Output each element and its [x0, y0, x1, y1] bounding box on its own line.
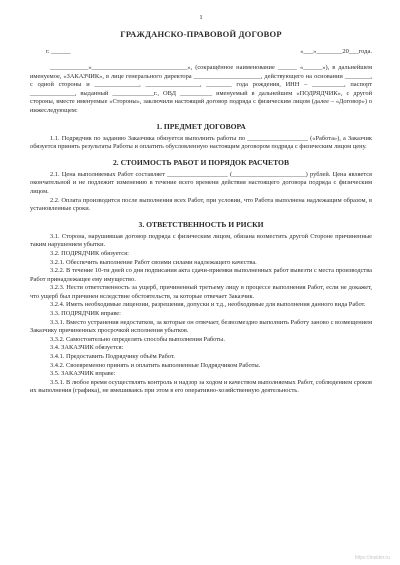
preamble-paragraph: ____________«______________________________», (сокращённое наименование ______ «______»), в дальнейшем именуемое, «ЗАКАЗЧИК», в лице генерального директора _____________________, действующего на основании ________, с одной стороны и ______________, _________________, ________ года рождения, ИНН – __________, паспорт ______________, выданный _____________г., ОВД __________ именуемый в дальнейшем «ПОДРЯДЧИК», с другой стороны, вместе именуемые «Стороны», заключили настоящий договор подряда с физическим лицом (далее – «Договор») о нижеследующем:: [30, 64, 372, 114]
page-number: 1: [199, 14, 203, 21]
clause-paragraph: 3.2.1. Обеспечить выполнение Работ своими силами надлежащего качества.: [50, 258, 257, 266]
clause-paragraph: 3.5.1. В любое время осуществлять контроль и надзор за ходом и качеством выполняемых Работ, соблюдением сроков их выполнения (графика), не вмешиваясь при этом в его оперативно-хозяйственную деятельность.: [30, 378, 372, 395]
clause-paragraph: 3.4.1. Предоставить Подрядчику объём Работ.: [50, 353, 175, 361]
clause-paragraph: 2.1. Цена выполняемых Работ составляет ___________________ (_______________________) рублей. Цена является окончательной и не подлежит изменению в течение всего времени действия настоящего договора подряда с физическим лицом.: [30, 170, 372, 195]
clause-paragraph: 3.2. ПОДРЯДЧИК обязуется:: [50, 249, 129, 257]
clause-paragraph: 2.2. Оплата производится после выполнения всех Работ, при условии, что Работа выполнена надлежащим образом, в установленные сроки.: [30, 196, 372, 213]
clause-paragraph: 3.3. ПОДРЯДЧИК вправе:: [50, 310, 121, 318]
section-heading: 1. ПРЕДМЕТ ДОГОВОРА: [156, 121, 246, 131]
document-header: [46, 48, 372, 55]
clause-paragraph: 3.2.4. Иметь необходимые лицензии, разрешения, допуски и т.д., необходимые для выполнения данного вида Работ.: [50, 301, 366, 309]
section-heading: 3. ОТВЕТСТВЕННОСТЬ И РИСКИ: [138, 219, 264, 229]
clause-paragraph: 3.5. ЗАКАЗЧИК вправе:: [50, 370, 116, 378]
clause-paragraph: 3.3.1. Вместо устранения недостатков, за которые он отвечает, безвозмездно выполнить Работу заново с возмещением Заказчику причиненных просрочкой исполнения убытков.: [30, 318, 372, 335]
clause-paragraph: 3.2.3. Нести ответственность за ущерб, причиненный третьему лицу в процессе выполнения Работ, если не докажет, что ущерб был причинен вследствие обстоятельств, за которые отвечает Заказчик.: [30, 284, 372, 300]
clause-paragraph: 3.4. ЗАКАЗЧИК обязуется:: [50, 344, 124, 352]
clause-paragraph: 3.1. Сторона, нарушившая договор подряда с физическим лицом, обязана возместить другой Стороне причиненные таким нарушением убытки.: [30, 232, 372, 249]
watermark-url: https://insider.ru: [354, 555, 390, 561]
clause-paragraph: 3.3.2. Самостоятельно определять способы выполнения Работы.: [50, 335, 225, 343]
date-field: «___»________20___года.: [300, 48, 372, 55]
section-heading: 2. СТОИМОСТЬ РАБОТ И ПОРЯДОК РАСЧЕТОВ: [112, 157, 290, 167]
city-field: г. ______: [46, 48, 71, 55]
clause-paragraph: 3.2.2. В течение 10-ти дней со дня подписания акта сдачи-приемки выполненных работ вывезти с места производства Работ принадлежащее ему имущество.: [30, 267, 372, 283]
clause-paragraph: 1.1. Подрядчик по заданию Заказчика обязуется выполнить работы по ___________________ («Работа»), а Заказчик обязуется принять результаты Работы и оплатить обусловленную настоящим договором подряда с физическим лицом цену.: [30, 134, 372, 151]
document-title: ГРАЖДАНСКО-ПРАВОВОЙ ДОГОВОР: [120, 29, 282, 39]
clause-paragraph: 3.4.2. Своевременно принять и оплатить выполненные Подрядчиком Работы.: [50, 361, 261, 369]
